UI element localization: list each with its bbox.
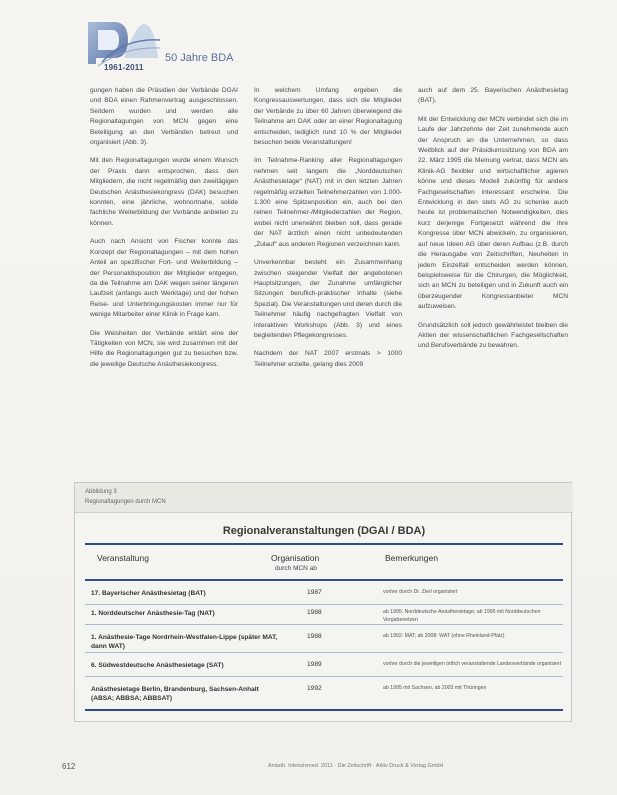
figure-caption-box [75, 483, 573, 513]
cell-notes: ab 1995: Norddeutsche Anästhesietage; ab 1995 mit Norddeutschen Vergabenetzen [383, 609, 541, 623]
cell-event: 1. Anästhesie-Tage Nordrhein-Westfalen-Lippe (später MAT, dann WAT) [91, 634, 278, 650]
cell-event: Anästhesietage Berlin, Brandenburg, Sachsen-Anhalt (ABSA; ABBSA; ABBSAT) [91, 686, 259, 702]
paragraph: gungen haben die Präsidien der Verbände DGAI und BDA einen Rahmenvertrag ausgeschlossen. Seitdem wurden und werden alle Regionaltagungen von MCN gegen eine Beteiligung an den Verbänden betreut und organisiert (Abb. 3). [90, 87, 238, 147]
logo-years: 1961-2011 [104, 63, 144, 72]
table-header-rule [85, 579, 563, 581]
header-event: Veranstaltung [97, 553, 149, 563]
header-organisation: Organisation [271, 553, 320, 563]
cell-notes: ab 1992: MAT; ab 2008: WAT (ohne Rheinland-Pfalz) [383, 633, 505, 639]
cell-year: 1987 [307, 589, 322, 596]
paragraph: auch auf dem 25. Bayerischen Anästhesietag (BAT). [418, 87, 568, 105]
table-bottom-rule [85, 709, 563, 711]
table-title: Regionalveranstaltungen (DGAI / BDA) [222, 525, 426, 537]
paragraph: In welchem Umfang ergeben die Kongressauswertungen, dass sich die Mitglieder der Verbände zu über 60 Jahren überwiegend die Teilnahme am DAK oder an einer Regionaltagung entscheiden, lediglich rund 10 % der Mitglieder besuchen beide Veranstaltungen! [254, 87, 402, 147]
paragraph: Nachdem der NAT 2007 erstmals > 1000 Teilnehmer erzielte, gelang dies 2009 [254, 350, 402, 368]
page-number: 612 [62, 762, 76, 771]
cell-notes: ab 1995 mit Sachsen, ab 2003 mit Thüringen [383, 685, 487, 691]
table-row [85, 605, 563, 625]
header-organisation-sub: durch MCN ab [275, 565, 317, 572]
text-column-1 [90, 86, 238, 378]
cell-notes: vorher durch Dr. Zierl organisiert [383, 589, 458, 595]
paragraph: Mit der Entwicklung der MCN verbindet sich die im Laufe der Jahrzehnte der Zeit zunehmende auch der Anspruch an die Unternehmen, so dass Weitblick auf der Präsidiumssitzung von BDA am 22. März 1995 die Meinung vertrat, dass MCN als Klinik-AG flexibler und wirtschaftlicher agieren könne und dieses Modell zukünftig für andere Fachgesellschaften interessant erscheine. Die Entwicklung in den stets AG zu schenke auch heute ist problematischen Notwendigkeiten, dies kurz derjenige Fortgesetzt während die ihre Kongresse über MCN abwickeln, zu organisieren, auf neue Ideen AG über deren Aufbau (z.B. durch die Herausgabe von Zeitschriften, Neuheiten in jedem Einzelfall entscheiden werden können, beispielsweise für die Chirurgen, die Möglichkeit, sich an MCN zu beteiligen und in Zukunft auch ein überzeugender Kongressanbieter MCN aufzuweisen. [418, 115, 568, 311]
figure-caption: Regionaltagungen durch MCN [85, 499, 166, 505]
paragraph: Grundsätzlich soll jedoch gewährleistet bleiben die Aktien der wissenschaftlichen Fachgesellschaften und Berufsverbände zu bewahren. [418, 321, 568, 350]
cell-notes: vorher durch die jeweiligen örtlich veranstaltende Landesverbände organisiert [383, 661, 562, 667]
cell-year: 1992 [307, 685, 322, 692]
figure-box [74, 482, 572, 722]
cell-year: 1989 [307, 661, 322, 668]
table-top-rule [85, 543, 563, 545]
paragraph: Die Weisheiten der Verbände erklärt eine der Tätigkeiten von MCN, sie wird zusammen mit der Hilfe die Regionaltagungen gut zu besuchen bzw. die jeweilige Deutsche Anästhesiekongress. [90, 329, 238, 368]
header-notes: Bemerkungen [385, 553, 438, 563]
figure-label: Abbildung 3 [85, 489, 117, 495]
table-row [85, 629, 563, 653]
text-column-2 [254, 86, 402, 378]
table-row [85, 585, 563, 605]
cell-event: 1. Norddeutscher Anästhesie-Tag (NAT) [91, 610, 215, 617]
paragraph: Mit den Regionaltagungen wurde einem Wunsch der Praxis dann entsprochen, dass den Mitgliedern, die nicht regelmäßig den zweitägigen Deutschen Anästhesiekongress (DAK) besuchen konnten, eine jährliche, wohnortnahe, solide fachliche Weiterbildung der Verbände anbieten zu können. [90, 157, 238, 227]
paragraph: Unverkennbar besteht ein Zusammenhang zwischen steigender Vielfalt der angebotenen Hauptsitzungen, der Zunahme umfänglicher Sitzungen beruflich-praktischer Inhalte (siehe Spezial). Die Veranstaltungen und deren durch die Teilnehmer häufig nachgefragten Vielfalt von interaktiven Workshops (Abb. 3) und eines begleitenden Pflegekongresses. [254, 259, 402, 339]
header-title: 50 Jahre BDA [165, 52, 234, 64]
paragraph: Im Teilnahme-Ranking aller Regionaltagungen nehmen seit langem die „Norddeutschen Anästhesietage“ (NAT) mit in den letzten Jahren regelmäßig erzielten Teilnehmerzahlen von 1.000-1.300 eine Spitzenposition ein, auch bei den reinen Teilnehmer-/Mitgliederzahlen der Region, wobei nicht unerwähnt bleiben soll, dass gerade der NAT ärztlich einen nicht unbedeutenden „Zulauf“ aus anderen Regionen verzeichnen kann. [254, 157, 402, 248]
cell-year: 1988 [307, 609, 322, 616]
table-row [85, 657, 563, 677]
footer-text: Anästh. Intensivmed. 2011 · Die Zeitschrift · Aktiv Druck & Verlag GmbH [268, 763, 444, 769]
paragraph: Auch nach Ansicht von Fischer konnte das Konzept der Regionaltagungen – mit dem hohen Anteil an spezifischer Fort- und Weiterbildung – der Personaldisposition der Mitglieder entgegen, da die Teilnahme am DAK wegen seiner längeren Laufzeit (anfangs auch Werktage) und der hohen Reise- und Unterbringungskosten immer nur für wenige Mitarbeiter einer Klinik in Frage kam. [90, 238, 238, 319]
cell-event: 6. Südwestdeutsche Anästhesietage (SAT) [91, 662, 224, 669]
cell-year: 1988 [307, 633, 322, 640]
cell-event: 17. Bayerischer Anästhesietag (BAT) [91, 590, 206, 597]
text-column-3 [418, 86, 568, 360]
table-row [85, 681, 563, 705]
